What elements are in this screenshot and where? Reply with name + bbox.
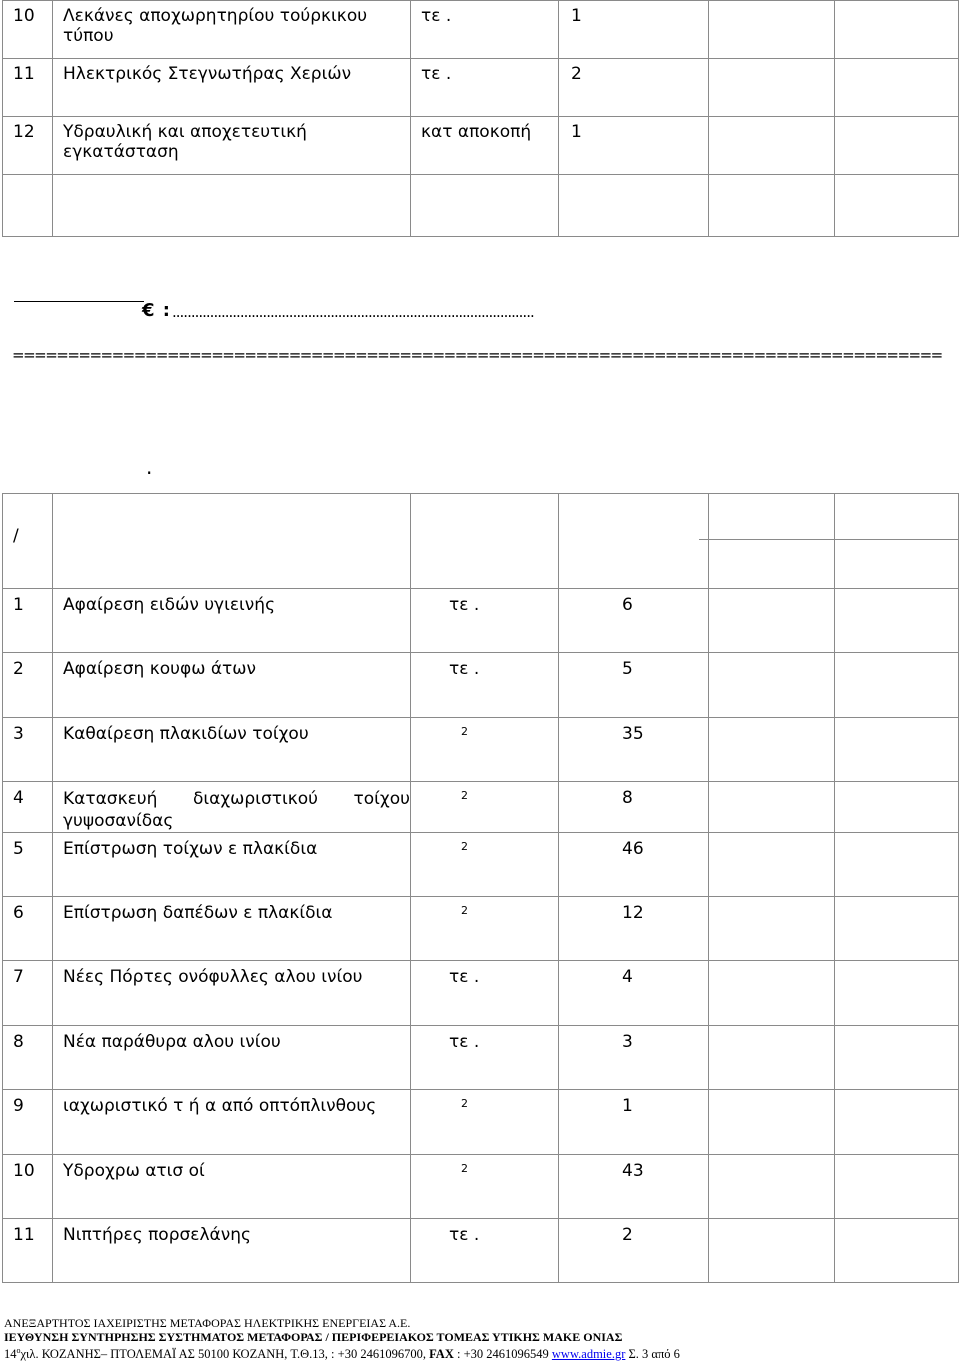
row-quantity: 46 [559,833,709,897]
row-unit-price [709,1,835,59]
row-unit-price [709,961,835,1026]
row-unit [411,782,559,833]
table-header-row [3,494,959,589]
unit-superscript: 2 [461,789,468,802]
row-total [835,897,959,961]
page-number: Σ. 3 από 6 [625,1347,680,1361]
row-quantity: 6 [559,589,709,653]
row-unit: τε . [411,1,559,59]
row-total [835,589,959,653]
table-row [3,117,959,175]
row-number: 10 [3,1155,53,1219]
row-unit [411,718,559,782]
row-number: 11 [3,59,53,117]
row-quantity: 35 [559,718,709,782]
row-number: 11 [3,1219,53,1283]
row-quantity: 1 [559,1,709,59]
row-quantity: 1 [559,1090,709,1155]
unit-superscript: 2 [461,840,468,853]
row-unit-price [709,59,835,117]
row-number: 4 [3,782,53,833]
row-total [835,833,959,897]
row-description: Υδροχρω ατισ οί [53,1155,411,1219]
row-number: 12 [3,117,53,175]
row-unit: τε . [411,653,559,718]
row-unit [411,833,559,897]
page-footer [4,1316,960,1361]
unit-superscript: 2 [461,904,468,917]
row-unit: τε . [411,961,559,1026]
row-quantity: 43 [559,1155,709,1219]
table-row [3,782,959,833]
table-row [3,961,959,1026]
row-unit: τε . [411,1026,559,1090]
row-description: Υδραυλική και αποχετευτική εγκατάσταση [53,117,411,175]
row-total [835,653,959,718]
table-row [3,1155,959,1219]
row-number: 8 [3,1026,53,1090]
table-row [3,1,959,59]
row-description: Αφαίρεση ειδών υγιεινής [53,589,411,653]
row-number: 9 [3,1090,53,1155]
row-total [835,1090,959,1155]
row-number: 3 [3,718,53,782]
row-total [835,961,959,1026]
row-total [835,1219,959,1283]
row-unit [411,1090,559,1155]
row-quantity: 3 [559,1026,709,1090]
row-quantity: 2 [559,1219,709,1283]
footer-department: ΙΕΥΘΥΝΣΗ ΣΥΝΤΗΡΗΣΗΣ ΣΥΣΤΗΜΑΤΟΣ ΜΕΤΑΦΟΡΑΣ / ΠΕΡΙΦΕΡΕΙΑΚΟΣ ΤΟΜΕΑΣ ΥΤΙΚΗΣ ΜΑΚΕ ΟΝΙΑΣ [4,1330,623,1344]
row-unit: τε . [411,589,559,653]
table-row [3,653,959,718]
row-unit-price [709,1090,835,1155]
row-unit: κατ αποκοπή [411,117,559,175]
row-unit-price [709,782,835,833]
row-unit [411,1155,559,1219]
header-unit-price [709,494,835,589]
row-total [835,117,959,175]
row-unit-price [709,589,835,653]
row-total [835,1155,959,1219]
unit-superscript: 2 [461,1162,468,1175]
row-number: 2 [3,653,53,718]
row-quantity: 4 [559,961,709,1026]
row-description: Ηλεκτρικός Στεγνωτήρας Χεριών [53,59,411,117]
row-unit-price [709,1026,835,1090]
row-description: Νέα παράθυρα αλου ινίου [53,1026,411,1090]
row-quantity: 5 [559,653,709,718]
row-description: Καθαίρεση πλακιδίων τοίχου [53,718,411,782]
row-number: 1 [3,589,53,653]
row-description: Νέες Πόρτες ονόφυλλες αλου ινίου [53,961,411,1026]
row-description: Κατασκευή διαχωριστικού τοίχου γυψοσανίδας [53,782,411,833]
table-row-empty [3,175,959,237]
row-description: Αφαίρεση κουφω άτων [53,653,411,718]
summary-label: € : [142,300,171,321]
summary-dots: ................................................................................................ [172,303,534,321]
row-unit-price [709,117,835,175]
header-unit [411,494,559,589]
table-row [3,1219,959,1283]
footer-company: ΑΝΕΞΑΡΤΗΤΟΣ ΙΑΧΕΙΡΙΣΤΗΣ ΜΕΤΑΦΟΡΑΣ ΗΛΕΚΤΡΙΚΗΣ ΕΝΕΡΓΕΙΑΣ Α.Ε. [4,1316,411,1330]
row-unit-price [709,897,835,961]
row-total [835,718,959,782]
row-unit-price [709,1219,835,1283]
summary-underline [14,301,144,302]
row-quantity: 1 [559,117,709,175]
table-row [3,718,959,782]
row-unit [411,897,559,961]
table-row [3,897,959,961]
row-total [835,782,959,833]
website-link[interactable]: www.admie.gr [551,1347,626,1361]
row-description: Επίστρωση δαπέδων ε πλακίδια [53,897,411,961]
row-unit-price [709,653,835,718]
header-quantity [559,494,709,589]
row-number: 6 [3,897,53,961]
row-description: Επίστρωση τοίχων ε πλακίδια [53,833,411,897]
row-unit-price [709,718,835,782]
header-slash: / [3,494,53,589]
table-row [3,59,959,117]
table-row [3,1090,959,1155]
row-unit-price [709,833,835,897]
unit-superscript: 2 [461,725,468,738]
table-row [3,589,959,653]
header-total [835,494,959,589]
row-unit: τε . [411,59,559,117]
unit-superscript: 2 [461,1097,468,1110]
row-description: Λεκάνες αποχωρητηρίου τούρκικου τύπου [53,1,411,59]
section-mark: . [146,455,153,479]
row-number: 5 [3,833,53,897]
row-unit: τε . [411,1219,559,1283]
items-table-top [2,0,959,237]
row-description: ιαχωριστικό τ ή α από οπτόπλινθους [53,1090,411,1155]
row-unit-price [709,1155,835,1219]
header-description [53,494,411,589]
row-total [835,1026,959,1090]
row-total [835,1,959,59]
row-total [835,59,959,117]
row-number: 7 [3,961,53,1026]
row-quantity: 2 [559,59,709,117]
row-description: Νιπτήρες πορσελάνης [53,1219,411,1283]
equals-separator: ==================================================================================== [12,346,942,364]
row-quantity: 8 [559,782,709,833]
row-number: 10 [3,1,53,59]
items-table-main [2,493,959,1283]
row-quantity: 12 [559,897,709,961]
table-row [3,1026,959,1090]
footer-address: $14^o\chi\iota\lambda$. ΚΟΖΑΝΗΣ– ΠΤΟΛΕΜΑΪ ΑΣ 50100 ΚΟΖΑΝΗ, Τ.Θ.13, : +30 2461096700, FAX : +30 2461096549 www.admie.gr Σ. 3 από 6 [4,1346,680,1361]
table-row [3,833,959,897]
